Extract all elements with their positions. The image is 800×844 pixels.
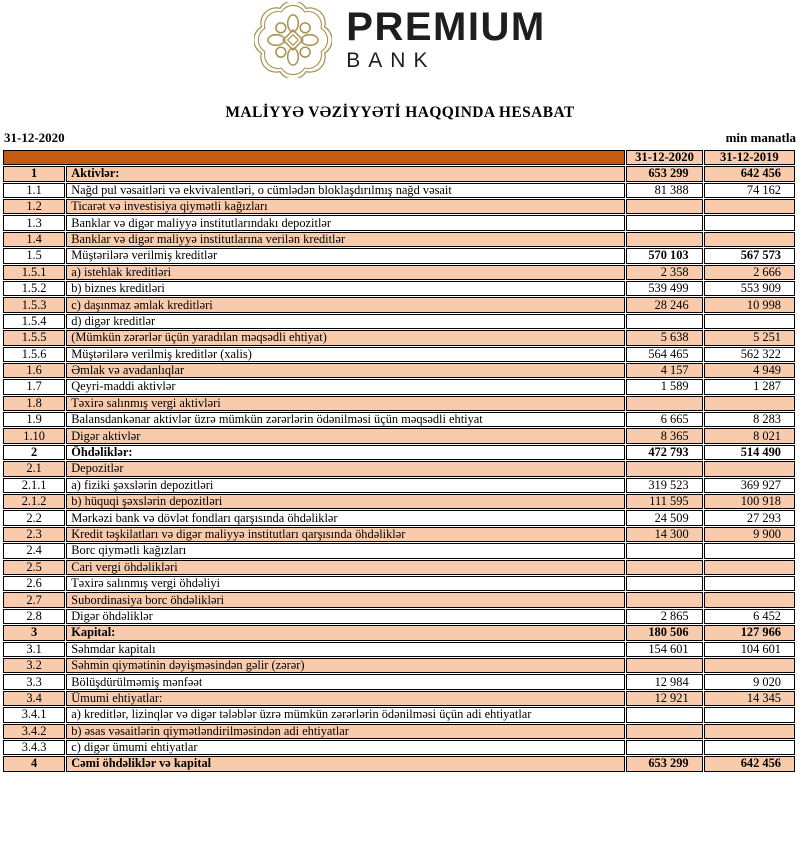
value-2019-cell xyxy=(704,314,795,329)
value-2020-cell: 2 358 xyxy=(626,265,702,280)
table-row xyxy=(3,674,795,689)
row-label-cell: Banklar və digər maliyyə institutlarındakı depozitlər xyxy=(66,215,625,230)
table-row xyxy=(3,560,795,575)
value-2019-cell xyxy=(704,560,795,575)
table-row xyxy=(3,297,795,312)
row-number-cell: 3.3 xyxy=(3,674,65,689)
table-row xyxy=(3,625,795,640)
row-label-cell: Ticarət və investisiya qiymətli kağızları xyxy=(66,199,625,214)
row-number-cell: 2.3 xyxy=(3,527,65,542)
value-2019-cell: 1 287 xyxy=(704,379,795,394)
value-2020-cell: 5 638 xyxy=(626,330,702,345)
row-number-cell: 1.10 xyxy=(3,428,65,443)
value-2020-cell: 154 601 xyxy=(626,642,702,657)
value-2019-cell: 100 918 xyxy=(704,494,795,509)
row-label-cell: b) əsas vəsaitlərin qiymətləndirilməsindən adi ehtiyatlar xyxy=(66,724,625,739)
row-number-cell: 3.4.3 xyxy=(3,740,65,755)
table-row xyxy=(3,199,795,214)
brand-subtitle: BANK xyxy=(346,49,436,72)
value-2019-cell: 6 452 xyxy=(704,609,795,624)
row-number-cell: 1.5.6 xyxy=(3,347,65,362)
value-2020-cell: 14 300 xyxy=(626,527,702,542)
row-label-cell: Əmlak və avadanlıqlar xyxy=(66,363,625,378)
brand-header xyxy=(0,0,800,80)
value-2020-cell xyxy=(626,576,702,591)
value-2020-cell xyxy=(626,707,702,722)
row-number-cell: 3.4.2 xyxy=(3,724,65,739)
table-row xyxy=(3,363,795,378)
row-label-cell: c) digər ümumi ehtiyatlar xyxy=(66,740,625,755)
row-number-cell: 1.1 xyxy=(3,183,65,198)
value-2020-cell: 570 103 xyxy=(626,248,702,263)
table-row xyxy=(3,756,795,771)
table-row xyxy=(3,347,795,362)
row-label-cell: c) daşınmaz əmlak kreditləri xyxy=(66,297,625,312)
value-2020-cell: 564 465 xyxy=(626,347,702,362)
row-number-cell: 3.2 xyxy=(3,658,65,673)
value-2019-cell: 4 949 xyxy=(704,363,795,378)
row-number-cell: 1.3 xyxy=(3,215,65,230)
value-2019-cell: 567 573 xyxy=(704,248,795,263)
table-row xyxy=(3,510,795,525)
row-label-cell: Müştərilərə verilmiş kreditlər (xalis) xyxy=(66,347,625,362)
row-label-cell: Səhmdar kapitalı xyxy=(66,642,625,657)
table-row xyxy=(3,428,795,443)
value-2020-cell: 28 246 xyxy=(626,297,702,312)
value-2020-cell: 539 499 xyxy=(626,281,702,296)
table-row xyxy=(3,461,795,476)
value-2020-cell: 319 523 xyxy=(626,478,702,493)
table-row xyxy=(3,658,795,673)
value-2020-cell: 1 589 xyxy=(626,379,702,394)
value-2019-cell: 8 021 xyxy=(704,428,795,443)
premium-bank-logo-icon xyxy=(254,2,332,78)
row-label-cell: Aktivlər: xyxy=(66,166,625,181)
row-label-cell: Banklar və digər maliyyə institutlarına verilən kreditlər xyxy=(66,232,625,247)
row-label-cell: (Mümkün zərərlər üçün yaradılan məqsədli ehtiyat) xyxy=(66,330,625,345)
value-2019-cell: 5 251 xyxy=(704,330,795,345)
value-2019-cell xyxy=(704,199,795,214)
table-row xyxy=(3,166,795,181)
value-2020-cell: 111 595 xyxy=(626,494,702,509)
value-2019-cell xyxy=(704,658,795,673)
row-label-cell: Cəmi öhdəliklər və kapital xyxy=(66,756,625,771)
value-2019-cell: 553 909 xyxy=(704,281,795,296)
table-row xyxy=(3,494,795,509)
value-2020-cell: 12 921 xyxy=(626,691,702,706)
row-label-cell: b) hüquqi şəxslərin depozitləri xyxy=(66,494,625,509)
table-row xyxy=(3,248,795,263)
table-header-row xyxy=(3,150,795,165)
value-2020-cell xyxy=(626,543,702,558)
value-2019-cell: 642 456 xyxy=(704,166,795,181)
value-2019-cell: 9 900 xyxy=(704,527,795,542)
value-2019-cell xyxy=(704,461,795,476)
row-number-cell: 1.5.5 xyxy=(3,330,65,345)
value-2019-cell: 104 601 xyxy=(704,642,795,657)
value-2020-cell: 81 388 xyxy=(626,183,702,198)
row-number-cell: 3 xyxy=(3,625,65,640)
column-header-2019: 31-12-2019 xyxy=(704,150,795,165)
brand-name: PREMIUM xyxy=(346,5,546,49)
row-label-cell: Bölüşdürülməmiş mənfəət xyxy=(66,674,625,689)
row-number-cell: 2.5 xyxy=(3,560,65,575)
value-2020-cell: 180 506 xyxy=(626,625,702,640)
table-row xyxy=(3,412,795,427)
report-title: MALİYYƏ VƏZİYYƏTİ HAQQINDA HESABAT xyxy=(225,104,575,121)
row-label-cell: a) istehlak kreditləri xyxy=(66,265,625,280)
value-2020-cell: 6 665 xyxy=(626,412,702,427)
row-number-cell: 3.4 xyxy=(3,691,65,706)
row-number-cell: 1.5.1 xyxy=(3,265,65,280)
value-2019-cell xyxy=(704,576,795,591)
row-number-cell: 1.4 xyxy=(3,232,65,247)
row-label-cell: a) fiziki şəxslərin depozitləri xyxy=(66,478,625,493)
value-2020-cell xyxy=(626,560,702,575)
value-2020-cell xyxy=(626,461,702,476)
value-2019-cell: 2 666 xyxy=(704,265,795,280)
row-number-cell: 1.9 xyxy=(3,412,65,427)
value-2020-cell xyxy=(626,740,702,755)
value-2019-cell: 562 322 xyxy=(704,347,795,362)
row-label-cell: Depozitlər xyxy=(66,461,625,476)
row-number-cell: 4 xyxy=(3,756,65,771)
value-2020-cell xyxy=(626,314,702,329)
row-number-cell: 1.5.3 xyxy=(3,297,65,312)
table-row xyxy=(3,445,795,460)
value-2020-cell xyxy=(626,215,702,230)
row-label-cell: Digər aktivlər xyxy=(66,428,625,443)
value-2020-cell xyxy=(626,232,702,247)
row-label-cell: Kredit təşkilatları və digər maliyyə institutları qarşısında öhdəliklər xyxy=(66,527,625,542)
row-number-cell: 1 xyxy=(3,166,65,181)
table-row xyxy=(3,396,795,411)
table-row xyxy=(3,379,795,394)
row-label-cell: Səhmin qiymətinin dəyişməsindən gəlir (zərər) xyxy=(66,658,625,673)
value-2020-cell: 8 365 xyxy=(626,428,702,443)
row-number-cell: 2.8 xyxy=(3,609,65,624)
row-number-cell: 1.5 xyxy=(3,248,65,263)
value-2019-cell xyxy=(704,724,795,739)
value-2020-cell: 472 793 xyxy=(626,445,702,460)
table-row xyxy=(3,281,795,296)
row-number-cell: 1.5.2 xyxy=(3,281,65,296)
table-row xyxy=(3,576,795,591)
row-label-cell: Cari vergi öhdəlikləri xyxy=(66,560,625,575)
value-2019-cell: 8 283 xyxy=(704,412,795,427)
row-label-cell: a) kreditlər, lizinqlər və digər tələblər üzrə mümkün zərərlərin ödənilməsi üçün adi ehtiyatlar xyxy=(66,707,625,722)
table-row xyxy=(3,707,795,722)
row-number-cell: 2 xyxy=(3,445,65,460)
report-date: 31-12-2020 xyxy=(4,130,65,145)
report-table-body xyxy=(3,166,795,771)
row-label-cell: Qeyri-maddi aktivlər xyxy=(66,379,625,394)
value-2019-cell xyxy=(704,396,795,411)
row-number-cell: 2.4 xyxy=(3,543,65,558)
row-number-cell: 2.6 xyxy=(3,576,65,591)
value-2019-cell xyxy=(704,707,795,722)
table-row xyxy=(3,232,795,247)
row-number-cell: 1.2 xyxy=(3,199,65,214)
table-row xyxy=(3,478,795,493)
value-2020-cell: 4 157 xyxy=(626,363,702,378)
row-number-cell: 2.2 xyxy=(3,510,65,525)
value-2019-cell: 27 293 xyxy=(704,510,795,525)
row-number-cell: 3.4.1 xyxy=(3,707,65,722)
row-label-cell: Müştərilərə verilmiş kreditlər xyxy=(66,248,625,263)
row-label-cell: Təxirə salınmış vergi aktivləri xyxy=(66,396,625,411)
row-label-cell: Balansdankənar aktivlər üzrə mümkün zərərlərin ödənilməsi üçün məqsədli ehtiyat xyxy=(66,412,625,427)
row-label-cell: Digər öhdəliklər xyxy=(66,609,625,624)
header-spacer-cell xyxy=(3,150,625,165)
value-2020-cell: 2 865 xyxy=(626,609,702,624)
value-2019-cell: 127 966 xyxy=(704,625,795,640)
table-row xyxy=(3,314,795,329)
value-2019-cell: 369 927 xyxy=(704,478,795,493)
table-row xyxy=(3,592,795,607)
table-row xyxy=(3,642,795,657)
row-label-cell: Subordinasiya borc öhdəlikləri xyxy=(66,592,625,607)
value-2020-cell xyxy=(626,658,702,673)
row-number-cell: 2.1.1 xyxy=(3,478,65,493)
row-number-cell: 2.7 xyxy=(3,592,65,607)
table-row xyxy=(3,740,795,755)
table-row xyxy=(3,215,795,230)
row-label-cell: Borc qiymətli kağızları xyxy=(66,543,625,558)
row-label-cell: Ümumi ehtiyatlar: xyxy=(66,691,625,706)
value-2019-cell: 74 162 xyxy=(704,183,795,198)
table-row xyxy=(3,691,795,706)
value-2019-cell: 9 020 xyxy=(704,674,795,689)
table-row xyxy=(3,330,795,345)
row-label-cell: Öhdəliklər: xyxy=(66,445,625,460)
row-number-cell: 3.1 xyxy=(3,642,65,657)
column-header-2020: 31-12-2020 xyxy=(626,150,702,165)
row-number-cell: 1.7 xyxy=(3,379,65,394)
row-number-cell: 1.8 xyxy=(3,396,65,411)
value-2019-cell: 514 490 xyxy=(704,445,795,460)
value-2020-cell: 653 299 xyxy=(626,756,702,771)
row-number-cell: 1.6 xyxy=(3,363,65,378)
row-label-cell: b) biznes kreditləri xyxy=(66,281,625,296)
value-2019-cell xyxy=(704,543,795,558)
value-2019-cell xyxy=(704,215,795,230)
brand-wordmark xyxy=(346,2,545,71)
unit-note: min manatla xyxy=(725,130,796,145)
row-label-cell: Təxirə salınmış vergi öhdəliyi xyxy=(66,576,625,591)
value-2019-cell: 642 456 xyxy=(704,756,795,771)
table-row xyxy=(3,724,795,739)
table-row xyxy=(3,527,795,542)
table-row xyxy=(3,543,795,558)
table-row xyxy=(3,183,795,198)
value-2019-cell: 10 998 xyxy=(704,297,795,312)
row-number-cell: 2.1.2 xyxy=(3,494,65,509)
value-2019-cell: 14 345 xyxy=(704,691,795,706)
row-number-cell: 2.1 xyxy=(3,461,65,476)
row-label-cell: Mərkəzi bank və dövlət fondları qarşısında öhdəliklər xyxy=(66,510,625,525)
value-2020-cell: 12 984 xyxy=(626,674,702,689)
value-2020-cell xyxy=(626,199,702,214)
row-number-cell: 1.5.4 xyxy=(3,314,65,329)
table-row xyxy=(3,609,795,624)
value-2019-cell xyxy=(704,592,795,607)
table-row xyxy=(3,265,795,280)
financial-position-table xyxy=(2,149,796,773)
value-2020-cell: 653 299 xyxy=(626,166,702,181)
value-2019-cell xyxy=(704,232,795,247)
row-label-cell: Kapital: xyxy=(66,625,625,640)
report-meta xyxy=(0,130,800,146)
value-2020-cell: 24 509 xyxy=(626,510,702,525)
value-2020-cell xyxy=(626,396,702,411)
value-2019-cell xyxy=(704,740,795,755)
row-label-cell: Nağd pul vəsaitləri və ekvivalentləri, o cümlədən bloklaşdırılmış nağd vəsait xyxy=(66,183,625,198)
value-2020-cell xyxy=(626,592,702,607)
value-2020-cell xyxy=(626,724,702,739)
row-label-cell: d) digər kreditlər xyxy=(66,314,625,329)
